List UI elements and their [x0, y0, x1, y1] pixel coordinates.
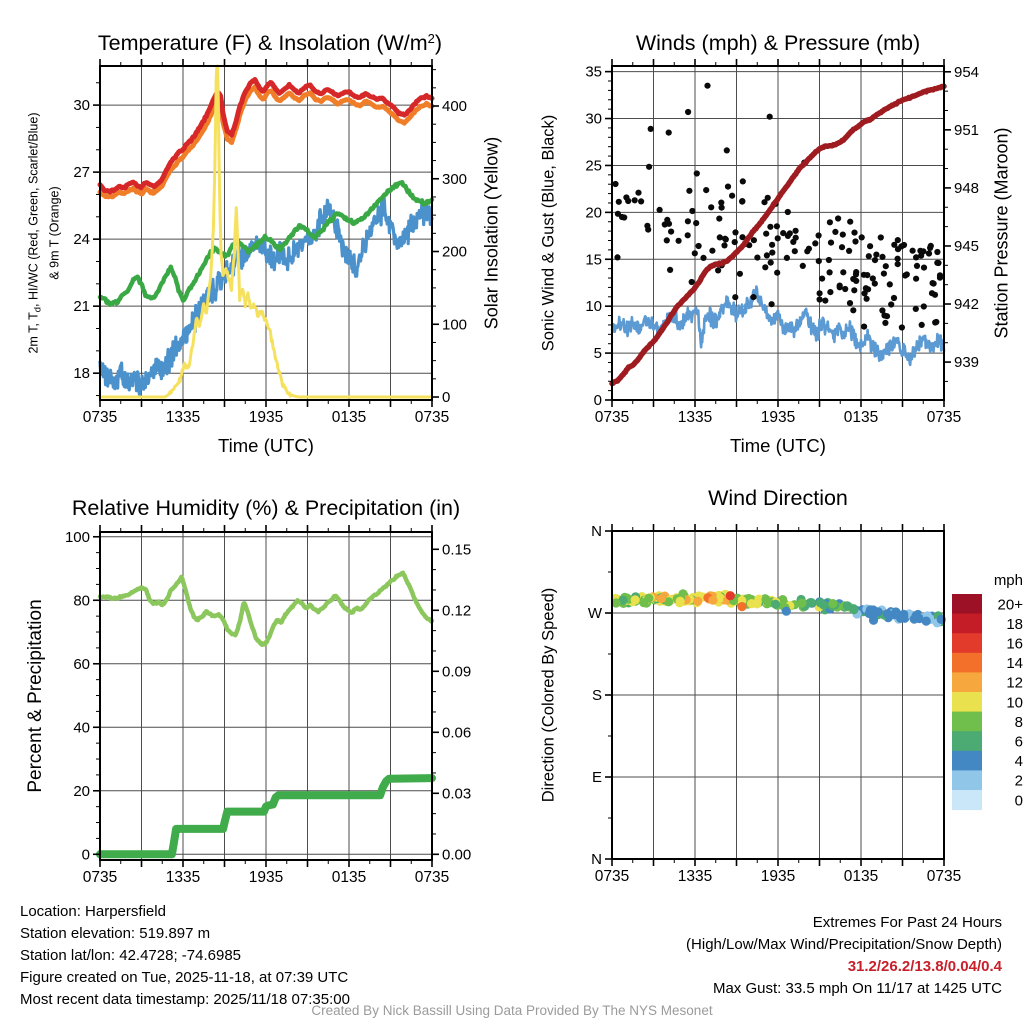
- extremes-values: 31.2/26.2/13.8/0.04/0.4: [847, 958, 1002, 975]
- y-axis-label-temperature: [26, 112, 63, 353]
- svg-text:15: 15: [585, 251, 602, 269]
- svg-text:0: 0: [81, 846, 90, 864]
- svg-text:12: 12: [1006, 674, 1023, 692]
- svg-text:0.09: 0.09: [442, 663, 472, 681]
- svg-text:18: 18: [73, 365, 90, 383]
- svg-text:0735: 0735: [594, 868, 630, 885]
- svg-text:1335: 1335: [677, 868, 713, 885]
- title-text-close: ): [434, 31, 443, 55]
- svg-text:35: 35: [585, 63, 602, 81]
- extremes-subtitle: (High/Low/Max Wind/Precipitation/Snow Depth): [686, 936, 1002, 953]
- svg-text:10: 10: [1006, 694, 1023, 712]
- gridlines: [100, 66, 432, 400]
- svg-text:1335: 1335: [677, 409, 713, 426]
- footer-timestamp: Most recent data timestamp: 2025/11/18 07:35:00: [20, 991, 350, 1008]
- svg-text:954: 954: [954, 63, 980, 81]
- svg-text:24: 24: [73, 231, 90, 249]
- svg-text:1935: 1935: [760, 868, 796, 885]
- chart-br: [588, 523, 1023, 885]
- svg-text:N: N: [591, 851, 602, 868]
- svg-text:E: E: [591, 769, 602, 786]
- svg-text:20: 20: [585, 204, 602, 222]
- svg-text:939: 939: [954, 354, 980, 372]
- y-axis-label-direction: Direction (Colored By Speed): [539, 587, 558, 803]
- svg-text:0735: 0735: [82, 409, 118, 426]
- title-superscript: 2: [427, 31, 435, 46]
- svg-text:4: 4: [1014, 753, 1023, 771]
- svg-text:18: 18: [1006, 615, 1023, 633]
- svg-text:0735: 0735: [414, 869, 450, 886]
- svg-text:40: 40: [73, 719, 90, 737]
- svg-text:30: 30: [73, 97, 90, 115]
- subscript-d: d: [32, 307, 44, 313]
- footer-elevation: Station elevation: 519.897 m: [20, 925, 211, 942]
- svg-text:20+: 20+: [997, 596, 1023, 614]
- title-text: Temperature (F) & Insolation (W/m: [97, 31, 428, 55]
- footer-location: Location: Harpersfield: [20, 903, 166, 920]
- svg-text:1935: 1935: [248, 409, 284, 426]
- svg-text:1335: 1335: [165, 409, 201, 426]
- svg-text:0: 0: [442, 389, 451, 407]
- y-axis-label-sonic-wind: Sonic Wind & Gust (Blue, Black): [539, 114, 558, 352]
- svg-text:6: 6: [1014, 733, 1023, 751]
- svg-text:100: 100: [442, 316, 468, 334]
- svg-text:16: 16: [1006, 635, 1023, 653]
- footer-extremes: [686, 912, 1002, 1000]
- y-axis-label-pressure: Station Pressure (Maroon): [991, 127, 1012, 339]
- svg-text:0135: 0135: [843, 409, 879, 426]
- svg-text:400: 400: [442, 98, 468, 116]
- footer-credit: Created By Nick Bassill Using Data Provided By The NYS Mesonet: [311, 1003, 713, 1018]
- chart-title-wind-direction: Wind Direction: [708, 486, 848, 510]
- svg-text:0735: 0735: [594, 409, 630, 426]
- svg-text:1935: 1935: [248, 869, 284, 886]
- svg-text:20: 20: [73, 782, 90, 800]
- svg-text:0: 0: [593, 392, 602, 409]
- gridlines: [612, 66, 944, 400]
- svg-text:945: 945: [954, 237, 980, 255]
- chart-tl: [73, 59, 467, 426]
- chart-title-humidity-precipitation: Relative Humidity (%) & Precipitation (in): [71, 496, 461, 520]
- x-axis-label-winds: Time (UTC): [730, 435, 826, 456]
- svg-text:1935: 1935: [760, 409, 796, 426]
- chart-tr: [585, 59, 979, 426]
- svg-text:0735: 0735: [82, 869, 118, 886]
- speed-colorbar: [952, 594, 982, 810]
- svg-text:942: 942: [954, 296, 980, 314]
- footer-created: Figure created on Tue, 2025-11-18, at 07:39 UTC: [20, 969, 349, 986]
- chart-title-winds-pressure: Winds (mph) & Pressure (mb): [635, 31, 921, 55]
- svg-text:30: 30: [585, 110, 602, 128]
- svg-text:0.15: 0.15: [442, 541, 472, 559]
- svg-text:80: 80: [73, 592, 90, 610]
- svg-text:948: 948: [954, 179, 980, 197]
- svg-text:8: 8: [1014, 713, 1023, 731]
- gridlines: [612, 531, 944, 859]
- tick-labels: [65, 529, 471, 886]
- svg-text:21: 21: [73, 298, 90, 316]
- svg-text:W: W: [587, 605, 602, 622]
- y-axis-label-line1: 2m T, $T_d$, HI/WC (Red, Green, Scarlet/Blue): [26, 112, 44, 354]
- chart-bl: [65, 525, 471, 886]
- svg-text:S: S: [591, 687, 602, 704]
- svg-text:10: 10: [585, 298, 602, 316]
- svg-text:0735: 0735: [414, 409, 450, 426]
- footer-station-info: [20, 901, 350, 1011]
- chart-title-temperature-insolation: [98, 31, 442, 56]
- svg-text:200: 200: [442, 243, 468, 261]
- svg-text:0135: 0135: [843, 868, 879, 885]
- svg-text:0: 0: [1014, 792, 1023, 810]
- svg-text:0.06: 0.06: [442, 724, 472, 742]
- colorbar-title: mph: [993, 572, 1023, 589]
- tick-labels: [585, 64, 979, 426]
- svg-text:25: 25: [585, 157, 602, 175]
- svg-text:14: 14: [1006, 655, 1023, 673]
- footer-latlon: Station lat/lon: 42.4728; -74.6985: [20, 947, 242, 964]
- svg-text:100: 100: [64, 528, 90, 546]
- svg-text:2: 2: [1014, 772, 1023, 790]
- svg-text:5: 5: [593, 345, 602, 363]
- svg-text:0.00: 0.00: [442, 846, 472, 864]
- y-axis-label-insolation: Solar Insolation (Yellow): [481, 136, 502, 330]
- y-axis-label-percent-precip: Percent & Precipitation: [25, 599, 46, 793]
- svg-text:951: 951: [954, 121, 980, 139]
- svg-text:1335: 1335: [165, 869, 201, 886]
- svg-text:300: 300: [442, 170, 468, 188]
- svg-text:60: 60: [73, 655, 90, 673]
- svg-text:0135: 0135: [331, 869, 367, 886]
- svg-text:N: N: [591, 523, 602, 540]
- extremes-title: Extremes For Past 24 Hours: [812, 914, 1002, 931]
- svg-text:0735: 0735: [926, 868, 962, 885]
- svg-text:0.03: 0.03: [442, 785, 472, 803]
- x-axis-label-temperature: Time (UTC): [218, 435, 314, 456]
- svg-text:0.12: 0.12: [442, 602, 472, 620]
- y-axis-label-line2: & 9m T (Orange): [47, 186, 62, 280]
- svg-text:0135: 0135: [331, 409, 367, 426]
- max-gust: Max Gust: 33.5 mph On 11/17 at 1425 UTC: [712, 980, 1002, 997]
- svg-text:27: 27: [73, 164, 90, 182]
- svg-text:0735: 0735: [926, 409, 962, 426]
